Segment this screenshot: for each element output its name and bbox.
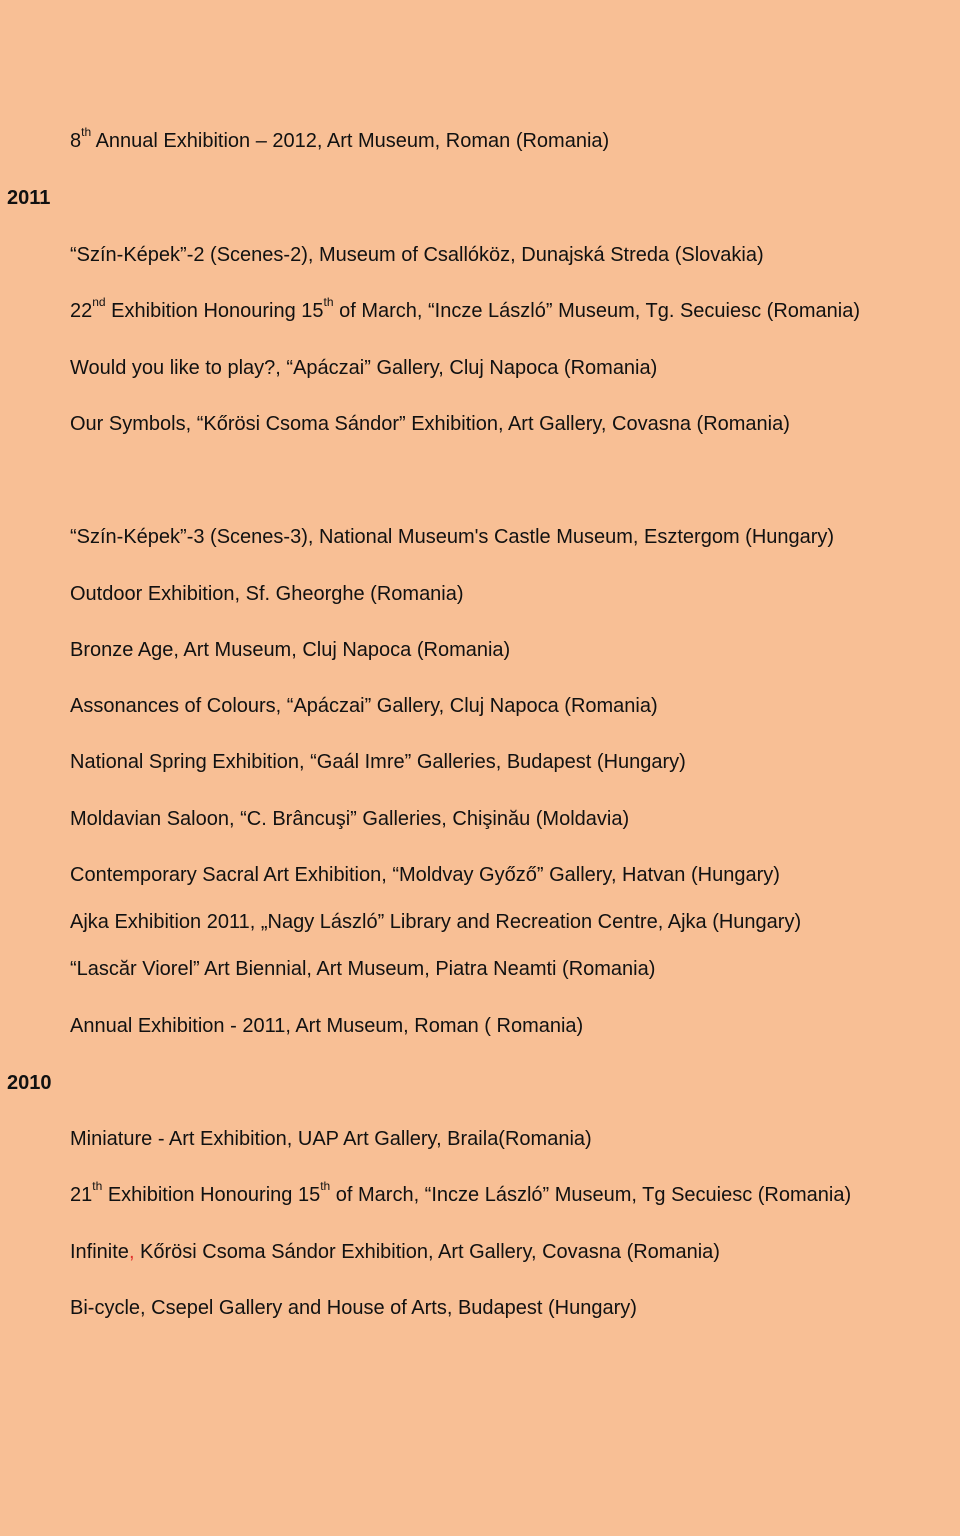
exhibition-entry: Bi-cycle, Csepel Gallery and House of Arts, Budapest (Hungary) bbox=[70, 1297, 637, 1319]
exhibition-entry: Miniature - Art Exhibition, UAP Art Gallery, Braila(Romania) bbox=[70, 1128, 592, 1150]
entry-text: 21 bbox=[70, 1184, 93, 1206]
exhibition-entry bbox=[70, 1240, 720, 1264]
exhibition-entry: National Spring Exhibition, “Gaál Imre” Galleries, Budapest (Hungary) bbox=[70, 751, 686, 773]
ordinal-suffix: th bbox=[323, 295, 334, 310]
entry-text: Kőrösi Csoma Sándor Exhibition, Art Gallery, Covasna (Romania) bbox=[134, 1241, 720, 1263]
exhibition-entry: Our Symbols, “Kőrösi Csoma Sándor” Exhibition, Art Gallery, Covasna (Romania) bbox=[70, 413, 790, 435]
entry-text: Infinite bbox=[70, 1241, 129, 1263]
exhibition-entry-2012-annual bbox=[70, 125, 610, 153]
exhibition-entry: Outdoor Exhibition, Sf. Gheorghe (Romania) bbox=[70, 583, 464, 605]
exhibition-entry: “Szín-Képek”-3 (Scenes-3), National Museum's Castle Museum, Esztergom (Hungary) bbox=[70, 526, 835, 548]
entry-text: 22 bbox=[70, 300, 93, 322]
ordinal-suffix: th bbox=[81, 125, 92, 140]
exhibition-entry: Would you like to play?, “Apáczai” Gallery, Cluj Napoca (Romania) bbox=[70, 357, 658, 379]
exhibition-entry: Contemporary Sacral Art Exhibition, “Moldvay Győző” Gallery, Hatvan (Hungary) bbox=[70, 864, 780, 886]
exhibition-entry bbox=[70, 295, 861, 323]
entry-text: Exhibition Honouring 15 bbox=[105, 300, 324, 322]
entry-text: of March, “Incze László” Museum, Tg Secuiesc (Romania) bbox=[330, 1184, 852, 1206]
exhibition-entry: Bronze Age, Art Museum, Cluj Napoca (Romania) bbox=[70, 639, 511, 661]
entry-text: Exhibition Honouring 15 bbox=[102, 1184, 321, 1206]
exhibition-entry: Ajka Exhibition 2011, „Nagy László” Library and Recreation Centre, Ajka (Hungary) bbox=[70, 911, 802, 933]
exhibition-entry bbox=[70, 1179, 852, 1207]
accent-comma: , bbox=[128, 1241, 135, 1263]
year-heading-2011: 2011 bbox=[7, 187, 51, 209]
entry-text: 8 bbox=[70, 130, 82, 152]
entry-text: of March, “Incze László” Museum, Tg. Secuiesc (Romania) bbox=[333, 300, 861, 322]
ordinal-suffix: th bbox=[92, 1179, 103, 1194]
exhibition-entry: Annual Exhibition - 2011, Art Museum, Roman ( Romania) bbox=[70, 1015, 584, 1037]
ordinal-suffix: nd bbox=[92, 295, 106, 310]
year-heading-2010: 2010 bbox=[7, 1072, 52, 1094]
exhibition-entry: Assonances of Colours, “Apáczai” Gallery, Cluj Napoca (Romania) bbox=[70, 695, 658, 717]
exhibition-entry: “Szín-Képek”-2 (Scenes-2), Museum of Csallóköz, Dunajská Streda (Slovakia) bbox=[70, 244, 764, 266]
exhibition-entry: “Lascăr Viorel” Art Biennial, Art Museum, Piatra Neamti (Romania) bbox=[70, 958, 656, 980]
ordinal-suffix: th bbox=[320, 1179, 331, 1194]
entry-text: Annual Exhibition – 2012, Art Museum, Roman (Romania) bbox=[91, 130, 610, 152]
exhibition-entry: Moldavian Saloon, “C. Brâncuşi” Galleries, Chişinău (Moldavia) bbox=[70, 808, 630, 830]
